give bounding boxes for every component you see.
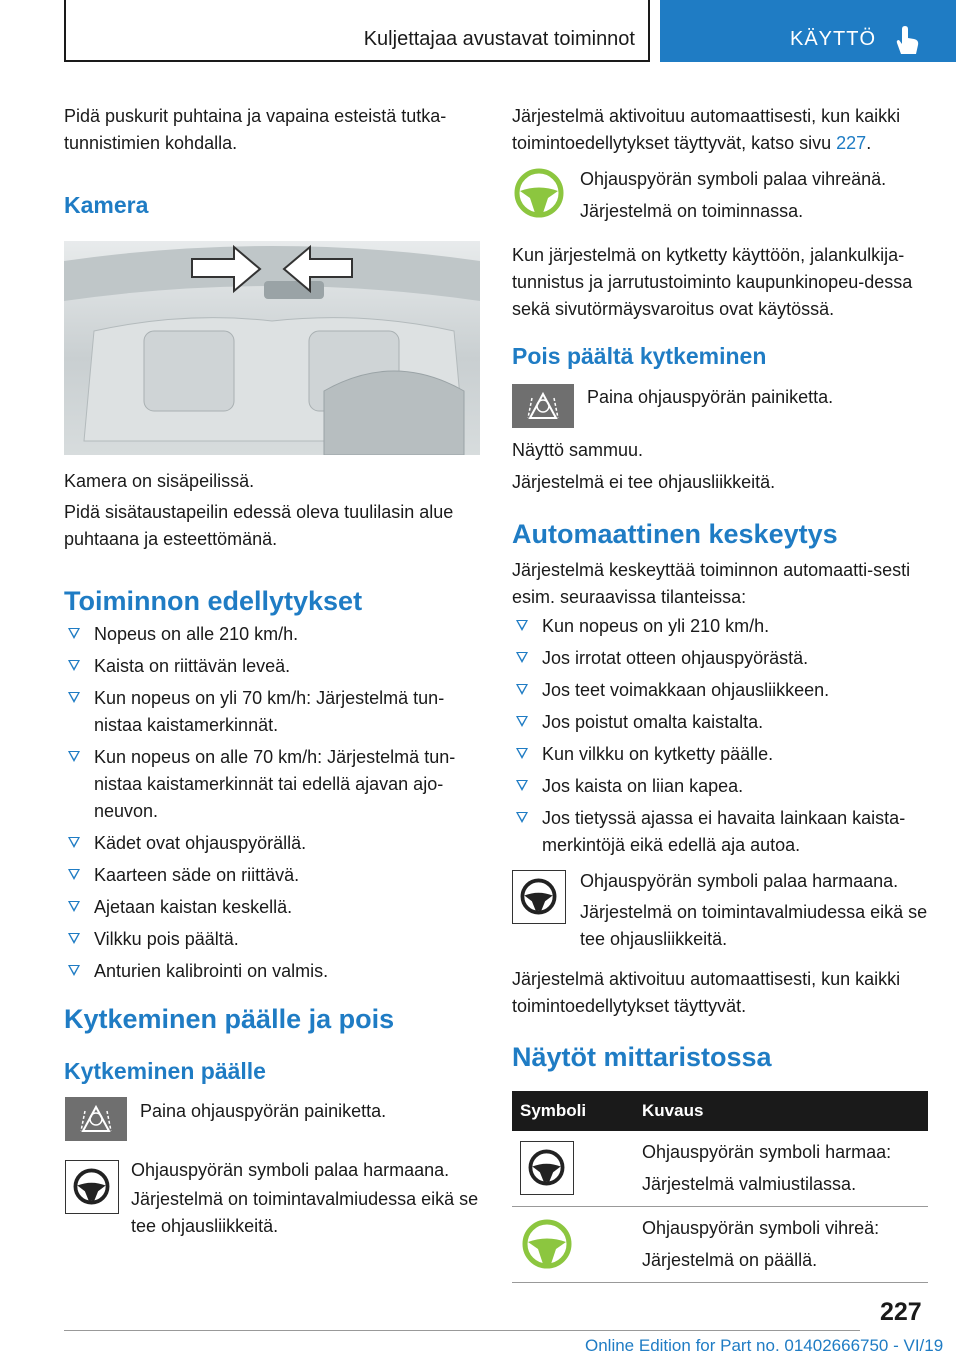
- steering-wheel-gray-icon: [520, 1141, 574, 1195]
- pedestrian-text: Kun järjestelmä on kytketty käyttöön, jalankulkija-tunnistus ja jarrutustoiminto kaupunkinopeu-dessa sekä sivutörmäysvaroitus ovat käytössä.: [512, 245, 913, 319]
- switch-heading: Kytkeminen päälle ja pois: [64, 1004, 395, 1034]
- triangle-bullet-icon: [68, 837, 80, 848]
- col-symbol-header: Symboli: [520, 1101, 587, 1120]
- auto-interrupt-heading: Automaattinen keskeytys: [512, 519, 838, 549]
- steering-wheel-green-icon: [512, 166, 566, 220]
- footer-edition: Online Edition for Part no. 01402666750 - VI/19: [585, 1336, 944, 1355]
- standby-text: Järjestelmä on toimintavalmiudessa eikä se tee ohjausliikkeitä.: [131, 1189, 479, 1236]
- list-item: Nopeus on alle 210 km/h.: [64, 621, 480, 648]
- triangle-bullet-icon: [68, 869, 80, 880]
- lane-assist-button-icon: [512, 384, 574, 428]
- no-steering-text: Järjestelmä ei tee ohjausliikkeitä.: [512, 472, 776, 492]
- list-item: Kun nopeus on alle 70 km/h: Järjestelmä tun-nistaa kaistamerkinnät tai edellä ajavan ajo-neuvon.: [64, 744, 480, 825]
- symbol-gray-text-2: Ohjauspyörän symboli palaa harmaana.: [580, 871, 899, 891]
- list-item: Jos poistut omalta kaistalta.: [512, 709, 928, 736]
- camera-caption-2: Pidä sisätaustapeilin edessä oleva tuulilasin alue puhtaana ja esteettömänä.: [64, 502, 454, 549]
- list-item: Jos kaista on liian kapea.: [512, 773, 928, 800]
- table-row: [512, 1207, 928, 1283]
- triangle-bullet-icon: [68, 933, 80, 944]
- col-desc-header: Kuvaus: [642, 1101, 704, 1120]
- standby-text-2: Järjestelmä on toimintavalmiudessa eikä se tee ohjausliikkeitä.: [580, 902, 928, 949]
- list-item: Kun nopeus on yli 210 km/h.: [512, 613, 928, 640]
- list-item: Jos teet voimakkaan ohjausliikkeen.: [512, 677, 928, 704]
- list-item: Jos irrotat otteen ohjauspyörästä.: [512, 645, 928, 672]
- page-number: 227: [880, 1298, 922, 1326]
- triangle-bullet-icon: [68, 628, 80, 639]
- table-row: [512, 1131, 928, 1207]
- steering-wheel-icon: [65, 1160, 119, 1214]
- switch-on-heading: Kytkeminen päälle: [64, 1058, 266, 1084]
- interrupt-list: [512, 613, 928, 864]
- camera-heading: Kamera: [64, 192, 149, 218]
- triangle-bullet-icon: [516, 652, 528, 663]
- auto-interrupt-intro: Järjestelmä keskeyttää toiminnon automaatti-sesti esim. seuraavissa tilanteissa:: [512, 560, 911, 607]
- list-item: Ajetaan kaistan keskellä.: [64, 894, 480, 921]
- section-title: Kuljettajaa avustavat toiminnot: [363, 28, 635, 50]
- triangle-bullet-icon: [68, 660, 80, 671]
- auto-activate-text-2: Järjestelmä aktivoituu automaattisesti, kun kaikki toimintoedellytykset täyttyvät.: [512, 969, 901, 1016]
- table-cell: Järjestelmä valmiustilassa.: [642, 1174, 857, 1194]
- car-interior-illustration: [64, 241, 480, 455]
- triangle-bullet-icon: [516, 620, 528, 631]
- requirements-heading: Toiminnon edellytykset: [64, 586, 363, 616]
- table-cell: Järjestelmä on päällä.: [642, 1250, 818, 1270]
- symbol-gray-text: Ohjauspyörän symboli palaa harmaana.: [131, 1160, 450, 1180]
- triangle-bullet-icon: [68, 751, 80, 762]
- press-button-text: Paina ohjauspyörän painiketta.: [140, 1101, 387, 1121]
- displays-heading: Näytöt mittaristossa: [512, 1042, 772, 1072]
- active-text: Järjestelmä on toiminnassa.: [580, 201, 804, 221]
- press-button-text-2: Paina ohjauspyörän painiketta.: [587, 387, 834, 407]
- intro-text: Pidä puskurit puhtaina ja vapaina esteistä tutka-tunnistimien kohdalla.: [64, 106, 447, 153]
- table-cell: Ohjauspyörän symboli vihreä:: [642, 1218, 880, 1238]
- list-item: Kädet ovat ohjauspyörällä.: [64, 830, 480, 857]
- triangle-bullet-icon: [516, 716, 528, 727]
- page-link[interactable]: 227: [836, 133, 867, 153]
- table-header: [512, 1091, 928, 1131]
- list-item: Kun nopeus on yli 70 km/h: Järjestelmä tun-nistaa kaistamerkinnät.: [64, 685, 480, 739]
- list-item: Anturien kalibrointi on valmis.: [64, 958, 480, 985]
- triangle-bullet-icon: [516, 748, 528, 759]
- list-item: Kaarteen säde on riittävä.: [64, 862, 480, 889]
- requirements-list: [64, 621, 480, 990]
- lane-assist-button-icon: [65, 1097, 127, 1141]
- camera-caption-1: Kamera on sisäpeilissä.: [64, 471, 255, 491]
- table-cell: Ohjauspyörän symboli harmaa:: [642, 1142, 892, 1162]
- triangle-bullet-icon: [68, 692, 80, 703]
- triangle-bullet-icon: [68, 901, 80, 912]
- list-item: Kaista on riittävän leveä.: [64, 653, 480, 680]
- list-item: Jos tietyssä ajassa ei havaita lainkaan kaista-merkintöjä eikä edellä aja autoa.: [512, 805, 928, 859]
- triangle-bullet-icon: [68, 965, 80, 976]
- symbol-green-text: Ohjauspyörän symboli palaa vihreänä.: [580, 169, 887, 189]
- footer-divider: [64, 1330, 860, 1331]
- hand-pointer-icon: [892, 24, 922, 58]
- triangle-bullet-icon: [516, 780, 528, 791]
- camera-photo: [64, 241, 480, 455]
- steering-wheel-icon: [512, 870, 566, 924]
- symbol-table: [512, 1091, 928, 1283]
- list-item: Vilkku pois päältä.: [64, 926, 480, 953]
- switch-off-heading: Pois päältä kytkeminen: [512, 343, 767, 369]
- triangle-bullet-icon: [516, 684, 528, 695]
- list-item: Kun vilkku on kytketty päälle.: [512, 741, 928, 768]
- steering-wheel-green-icon: [520, 1217, 574, 1276]
- auto-activate-text: Järjestelmä aktivoituu automaattisesti, kun kaikki toimintoedellytykset täyttyvät, katso sivu 227.: [512, 106, 901, 153]
- triangle-bullet-icon: [516, 812, 528, 823]
- chapter-tab-label: KÄYTTÖ: [790, 28, 877, 50]
- display-off-text: Näyttö sammuu.: [512, 440, 644, 460]
